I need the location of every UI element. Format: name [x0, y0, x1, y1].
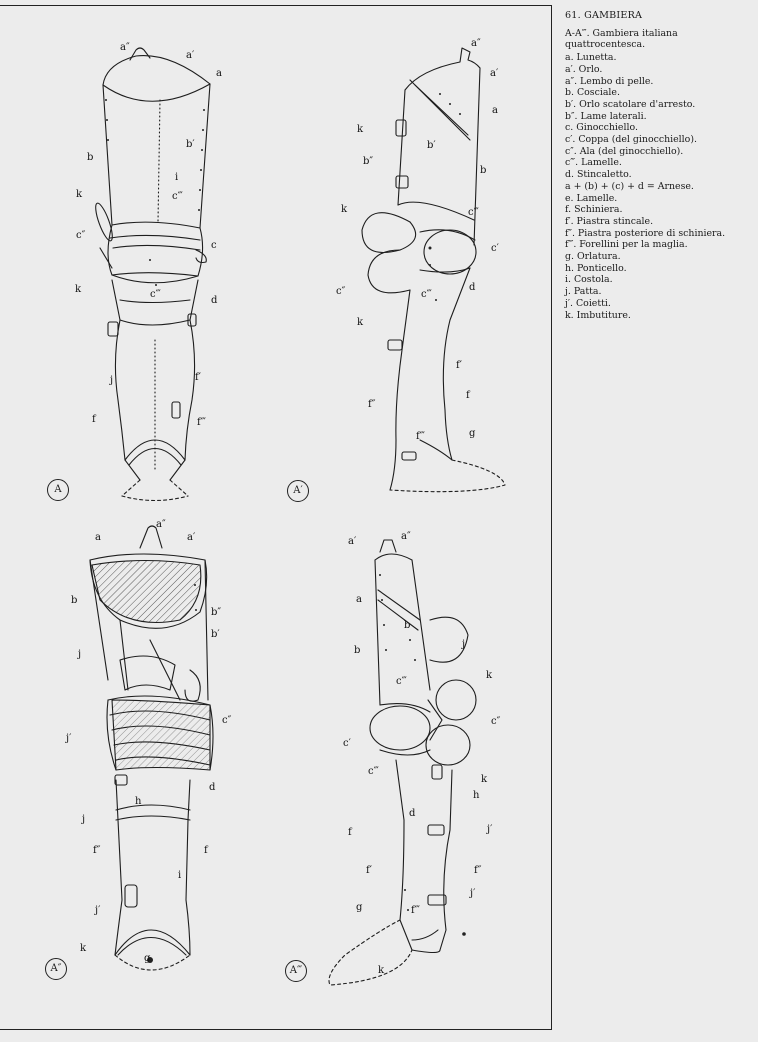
legend-item: f′. Piastra stincale.: [565, 215, 654, 227]
legend-item: b″. Lame laterali.: [565, 110, 647, 122]
legend-item: i. Costola.: [565, 274, 613, 286]
part-label: f″: [474, 865, 482, 876]
part-label: b: [354, 645, 361, 656]
figure-label-a2: A″: [45, 958, 67, 980]
part-label: b′: [186, 139, 195, 150]
part-label: b: [404, 620, 411, 631]
part-label: k: [357, 317, 364, 328]
part-label: c″: [336, 286, 346, 297]
legend-item: c. Ginocchiello.: [565, 122, 638, 134]
part-label: k: [80, 943, 87, 954]
legend-title: 61. GAMBIERA: [565, 10, 643, 21]
legend-item: c‴. Lamelle.: [565, 157, 622, 169]
part-label: j′: [487, 824, 493, 835]
part-label: d: [409, 808, 416, 819]
part-label: a: [95, 532, 101, 543]
part-label: a: [492, 105, 498, 116]
figure-a2-back-view: [90, 526, 216, 970]
part-label: f″: [93, 845, 101, 856]
part-label: j: [110, 375, 114, 386]
part-label: a′: [187, 532, 196, 543]
part-label: f′: [456, 360, 462, 371]
legend-item: f″. Piastra posteriore di schiniera.: [565, 227, 726, 239]
part-label: k: [357, 124, 364, 135]
part-label: a″: [156, 519, 166, 530]
legend-item: f‴. Forellini per la maglia.: [565, 239, 688, 251]
legend-item: f. Schiniera.: [565, 204, 623, 216]
part-label: f‴: [197, 417, 206, 428]
part-label: a″: [401, 531, 411, 542]
figure-label-a3: A‴: [285, 960, 307, 982]
part-label: c‴: [421, 289, 432, 300]
part-label: a′: [490, 68, 499, 79]
figure-a3-side-view: [329, 540, 476, 985]
part-label: c″: [222, 715, 232, 726]
legend-item: a′. Orlo.: [565, 63, 603, 75]
legend-item: b′. Orlo scatolare d'arresto.: [565, 98, 696, 110]
part-label: f: [466, 390, 470, 401]
part-label: i: [175, 172, 179, 183]
part-label: j: [78, 649, 82, 660]
figure-a1-side-view: [362, 48, 505, 492]
part-label: j: [462, 639, 466, 650]
part-label: h: [473, 790, 480, 801]
figure-a-front-view: [92, 48, 210, 501]
part-label: b: [71, 595, 78, 606]
legend-item: d. Stincaletto.: [565, 169, 632, 181]
legend-item: g. Orlatura.: [565, 251, 621, 263]
legend-item: a + (b) + (c) + d = Arnese.: [565, 180, 694, 192]
part-label: j′: [95, 905, 101, 916]
legend-item: c″. Ala (del ginocchiello).: [565, 145, 684, 157]
part-label: d: [209, 782, 216, 793]
part-label: k: [341, 204, 348, 215]
part-label: c′: [491, 243, 499, 254]
part-label: f: [204, 845, 208, 856]
part-label: b: [87, 152, 94, 163]
part-label: f: [92, 414, 96, 425]
part-label: a: [356, 594, 362, 605]
part-label: b: [480, 165, 487, 176]
part-label: g: [469, 428, 476, 439]
legend-item: c′. Coppa (del ginocchiello).: [565, 134, 697, 146]
part-label: b′: [427, 140, 436, 151]
part-label: a: [216, 68, 222, 79]
part-label: k: [76, 189, 83, 200]
part-label: g: [356, 902, 363, 913]
part-label: i: [178, 870, 182, 881]
part-label: k: [481, 774, 488, 785]
part-label: h: [135, 796, 142, 807]
figure-label-a: A: [47, 479, 69, 501]
part-label: b″: [211, 607, 222, 618]
legend-item: j′. Coietti.: [565, 297, 611, 309]
legend-item: k. Imbutiture.: [565, 309, 631, 321]
legend-item: j. Patta.: [565, 286, 602, 298]
part-label: c‴: [396, 676, 407, 687]
part-label: g: [144, 953, 151, 964]
part-label: c″: [76, 230, 86, 241]
part-label: c: [211, 240, 217, 251]
part-label: c‴: [468, 207, 479, 218]
legend-item: h. Ponticello.: [565, 262, 627, 274]
legend-item: e. Lamelle.: [565, 192, 618, 204]
legend-subtitle: A-A‴. Gambiera italiana quattrocentesca.: [565, 27, 678, 51]
part-label: a′: [186, 50, 195, 61]
part-label: a′: [348, 536, 357, 547]
part-label: b″: [363, 156, 374, 167]
legend-item: b. Cosciale.: [565, 87, 620, 99]
legend-item: a″. Lembo di pelle.: [565, 75, 654, 87]
part-label: d: [211, 295, 218, 306]
part-label: f‴: [416, 431, 425, 442]
part-label: k: [486, 670, 493, 681]
part-label: j′: [66, 733, 72, 744]
legend: [565, 10, 755, 321]
part-label: c′: [343, 738, 351, 749]
part-label: a″: [120, 42, 130, 53]
part-label: f‴: [411, 905, 420, 916]
part-label: j′: [470, 888, 476, 899]
part-label: c‴: [172, 191, 183, 202]
part-label: f′: [195, 372, 201, 383]
part-label: k: [75, 284, 82, 295]
part-label: a″: [471, 38, 481, 49]
part-label: f′: [366, 865, 372, 876]
part-label: d: [469, 282, 476, 293]
part-label: c‴: [150, 289, 161, 300]
part-label: k: [378, 965, 385, 976]
figure-label-a1: A′: [287, 480, 309, 502]
part-label: b′: [211, 629, 220, 640]
part-label: f″: [368, 399, 376, 410]
part-label: c‴: [368, 766, 379, 777]
part-label: j: [82, 814, 86, 825]
part-label: c″: [491, 716, 501, 727]
part-label: f: [348, 827, 352, 838]
legend-item: a. Lunetta.: [565, 52, 617, 64]
